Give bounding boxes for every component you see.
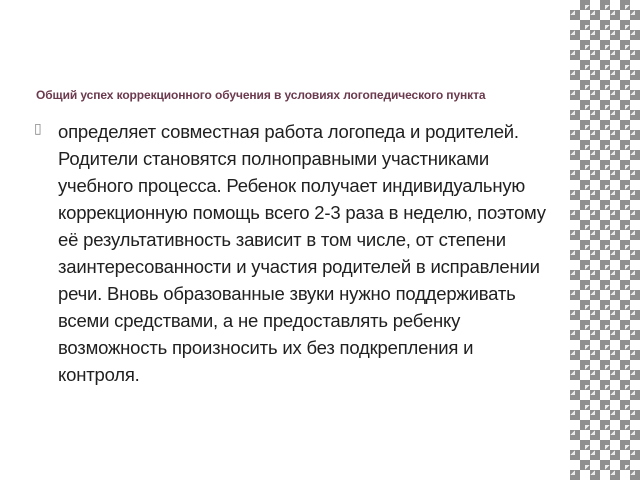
bullet-text: определяет совместная работа логопеда и родителей. Родители становятся полноправными участниками учебного процесса. Ребенок получает индивидуальную коррекционную помощь всего 2-3 раза в неделю, поэтому её результативность зависит в том числе, от степени заинтересованности и участия родителей в исправлении речи. Вновь образованные звуки нужно поддерживать всеми средствами, а не предоставлять ребенку возможность произносить их без подкрепления и контроля. — [58, 121, 546, 385]
bullet-item — [30, 118, 550, 388]
slide-title: Общий успех коррекционного обучения в условиях логопедического пункта — [36, 88, 486, 102]
bullet-list — [30, 118, 550, 388]
decorative-pattern-strip — [570, 0, 640, 480]
bullet-marker-icon: ▯ — [34, 120, 42, 136]
